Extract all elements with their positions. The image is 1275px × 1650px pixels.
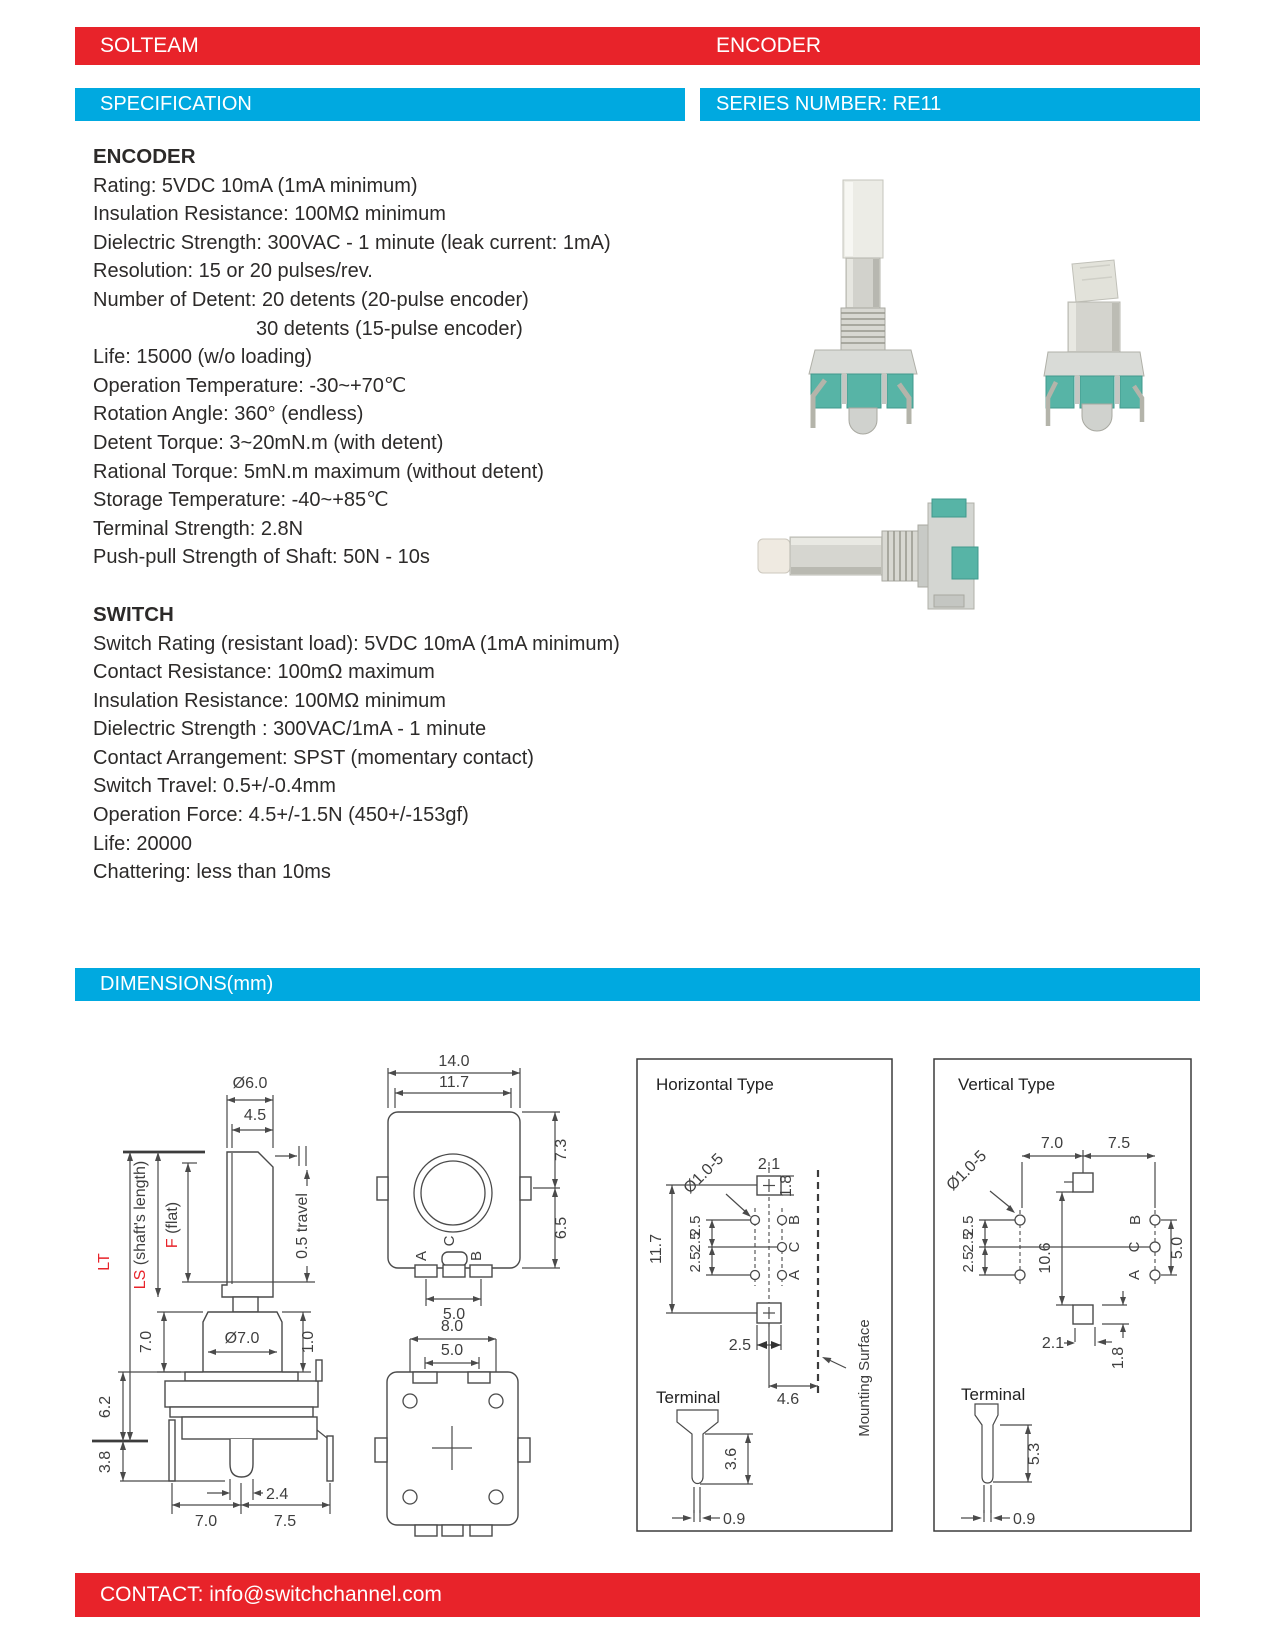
contact-label: CONTACT: info@switchchannel.com xyxy=(100,1583,442,1606)
pin-label-c: C xyxy=(786,1241,803,1253)
spec-line: Switch Rating (resistant load): 5VDC 10mA (1mA minimum) xyxy=(93,632,620,655)
terminal-label: Terminal xyxy=(656,1388,721,1407)
dim-terminal-width: 0.9 xyxy=(1013,1511,1036,1528)
switch-spec-block xyxy=(93,601,733,887)
mounting-surface-label: Mounting Surface xyxy=(856,1319,873,1437)
dim-pin-width: 2.4 xyxy=(266,1486,289,1503)
dim-travel: 0.5 travel xyxy=(294,1193,311,1259)
dim-height: 10.6 xyxy=(1037,1242,1054,1274)
dim-terminal-length: 3.6 xyxy=(723,1447,740,1471)
spec-line: Dielectric Strength : 300VAC/1mA - 1 minute xyxy=(93,718,487,741)
spec-line: Contact Resistance: 100mΩ maximum xyxy=(93,661,435,684)
spec-line: Number of Detent: 20 detents (20-pulse encoder) xyxy=(93,288,529,311)
dim-row-gap: 2.5 xyxy=(960,1231,977,1253)
top-view xyxy=(377,1053,570,1323)
vertical-type-drawing xyxy=(944,1135,1186,1528)
dim-total-length: LT xyxy=(96,1253,113,1271)
spec-line: Terminal Strength: 2.8N xyxy=(93,517,304,540)
spec-line: Rational Torque: 5mN.m maximum (without detent) xyxy=(93,460,544,483)
dim-hole-dia: Ø1.0-5 xyxy=(943,1147,991,1195)
spec-line: Storage Temperature: -40~+85℃ xyxy=(93,489,389,512)
spec-line: Push-pull Strength of Shaft: 50N - 10s xyxy=(93,546,430,569)
header-bar xyxy=(75,27,1200,65)
dim-shaft-dia: Ø6.0 xyxy=(232,1075,268,1092)
spec-line: Detent Torque: 3~20mN.m (with detent) xyxy=(93,431,444,454)
pin-label-a: A xyxy=(786,1269,803,1281)
drawing-side-view xyxy=(85,1040,335,1530)
dim-row-gap: 2.5 xyxy=(687,1215,704,1237)
footer-bar xyxy=(75,1573,1200,1617)
bottom-view xyxy=(375,1318,530,1536)
dim-step: 1.0 xyxy=(300,1330,317,1354)
dim-pitch-right: 7.5 xyxy=(273,1513,297,1530)
dim-pad-height: 1.8 xyxy=(1110,1346,1127,1370)
dim-left-span: 7.0 xyxy=(1040,1135,1064,1152)
product-photo-horizontal xyxy=(752,495,982,617)
dim-body-width: 14.0 xyxy=(438,1053,470,1070)
dim-flat-width: 4.5 xyxy=(243,1107,267,1124)
dim-row-gap: 2.5 xyxy=(960,1251,977,1273)
dim-pad2-width: 2.5 xyxy=(728,1337,751,1354)
dim-terminal-width: 0.9 xyxy=(723,1511,746,1528)
dimensions-section-bar xyxy=(75,968,1200,1001)
dim-shaft-length: LS (shaft's length) xyxy=(132,1160,149,1290)
product-title: ENCODER xyxy=(716,34,822,57)
spec-line: Insulation Resistance: 100MΩ minimum xyxy=(93,689,446,712)
brand-label: SOLTEAM xyxy=(100,34,199,57)
dim-pad-width: 2.1 xyxy=(1041,1335,1065,1352)
dim-pitch-left: 7.0 xyxy=(194,1513,218,1530)
spec-line: Contact Arrangement: SPST (momentary contact) xyxy=(93,746,534,769)
switch-spec-title: SWITCH xyxy=(93,602,174,626)
spec-line: Rotation Angle: 360° (endless) xyxy=(93,403,364,426)
horizontal-type-drawing xyxy=(648,1150,873,1528)
specification-section-bar xyxy=(75,88,685,121)
spec-line: Resolution: 15 or 20 pulses/rev. xyxy=(93,260,373,283)
spec-line: Operation Force: 4.5+/-1.5N (450+/-153gf) xyxy=(93,804,469,827)
series-number-label: SERIES NUMBER: RE11 xyxy=(716,93,942,115)
dim-lower-height: 6.5 xyxy=(553,1216,570,1240)
dim-span: 11.7 xyxy=(648,1234,665,1264)
vertical-type-title: Vertical Type xyxy=(958,1075,1056,1094)
series-number-bar xyxy=(700,88,1200,121)
pin-label-b: B xyxy=(786,1214,803,1226)
dim-body-height: 6.2 xyxy=(97,1395,114,1419)
dim-offset: 4.6 xyxy=(776,1391,800,1408)
dim-row-gap: 2.5 xyxy=(960,1215,977,1237)
specification-text xyxy=(93,143,733,887)
dim-flat-length: F (flat) xyxy=(164,1201,181,1249)
dim-pin-below: 3.8 xyxy=(97,1450,114,1474)
dim-pin-pitch: 5.0 xyxy=(1169,1236,1186,1260)
drawing-top-bottom-view xyxy=(360,1030,590,1545)
terminal-label: Terminal xyxy=(961,1385,1026,1404)
dim-terminal-length: 5.3 xyxy=(1026,1442,1043,1466)
dim-tab-pitch: 5.0 xyxy=(440,1342,464,1359)
dim-right-span: 7.5 xyxy=(1107,1135,1131,1152)
spec-line: Operation Temperature: -30~+70℃ xyxy=(93,374,407,397)
dim-pin-pitch: 5.0 xyxy=(442,1306,466,1323)
panel-horizontal-type xyxy=(636,1058,893,1532)
side-view-dimensions xyxy=(92,1075,330,1530)
specification-label: SPECIFICATION xyxy=(100,93,252,115)
dim-row-gap: 2.5 xyxy=(687,1251,704,1273)
encoder-spec-title: ENCODER xyxy=(93,145,196,168)
product-photo-long-shaft xyxy=(795,172,930,442)
pin-label-b: B xyxy=(1127,1214,1144,1226)
panel-vertical-type xyxy=(933,1058,1192,1532)
pin-label-b: B xyxy=(468,1250,485,1262)
spec-line: Life: 15000 (w/o loading) xyxy=(93,346,313,369)
dim-row-gap: 2.5 xyxy=(687,1231,704,1253)
spec-line: Insulation Resistance: 100MΩ minimum xyxy=(93,203,446,226)
pin-label-a: A xyxy=(413,1250,430,1262)
dim-hole-dia: Ø1.0-5 xyxy=(680,1150,728,1198)
product-photo-short-shaft xyxy=(1038,258,1150,440)
dim-upper-height: 7.3 xyxy=(553,1138,570,1162)
spec-line: Life: 20000 xyxy=(93,832,192,855)
dim-hole-pitch: 8.0 xyxy=(440,1318,464,1335)
dim-pad-width: 2.1 xyxy=(757,1156,781,1173)
dim-pad-height: 1.8 xyxy=(778,1174,795,1198)
pin-label-a: A xyxy=(1126,1269,1143,1281)
pin-label-c: C xyxy=(1126,1241,1143,1253)
spec-line: Rating: 5VDC 10mA (1mA minimum) xyxy=(93,174,418,197)
dim-bushing-height: 7.0 xyxy=(138,1330,155,1354)
horizontal-type-title: Horizontal Type xyxy=(656,1075,774,1094)
dim-bushing-dia: Ø7.0 xyxy=(224,1330,260,1347)
spec-line: Dielectric Strength: 300VAC - 1 minute (leak current: 1mA) xyxy=(93,231,611,254)
spec-line: 30 detents (15-pulse encoder) xyxy=(256,317,523,340)
spec-line: Chattering: less than 10ms xyxy=(93,861,331,884)
spec-line: Switch Travel: 0.5+/-0.4mm xyxy=(93,775,336,798)
dim-inner-width: 11.7 xyxy=(439,1074,469,1091)
dimensions-label: DIMENSIONS(mm) xyxy=(100,973,274,995)
pin-label-c: C xyxy=(441,1235,458,1247)
